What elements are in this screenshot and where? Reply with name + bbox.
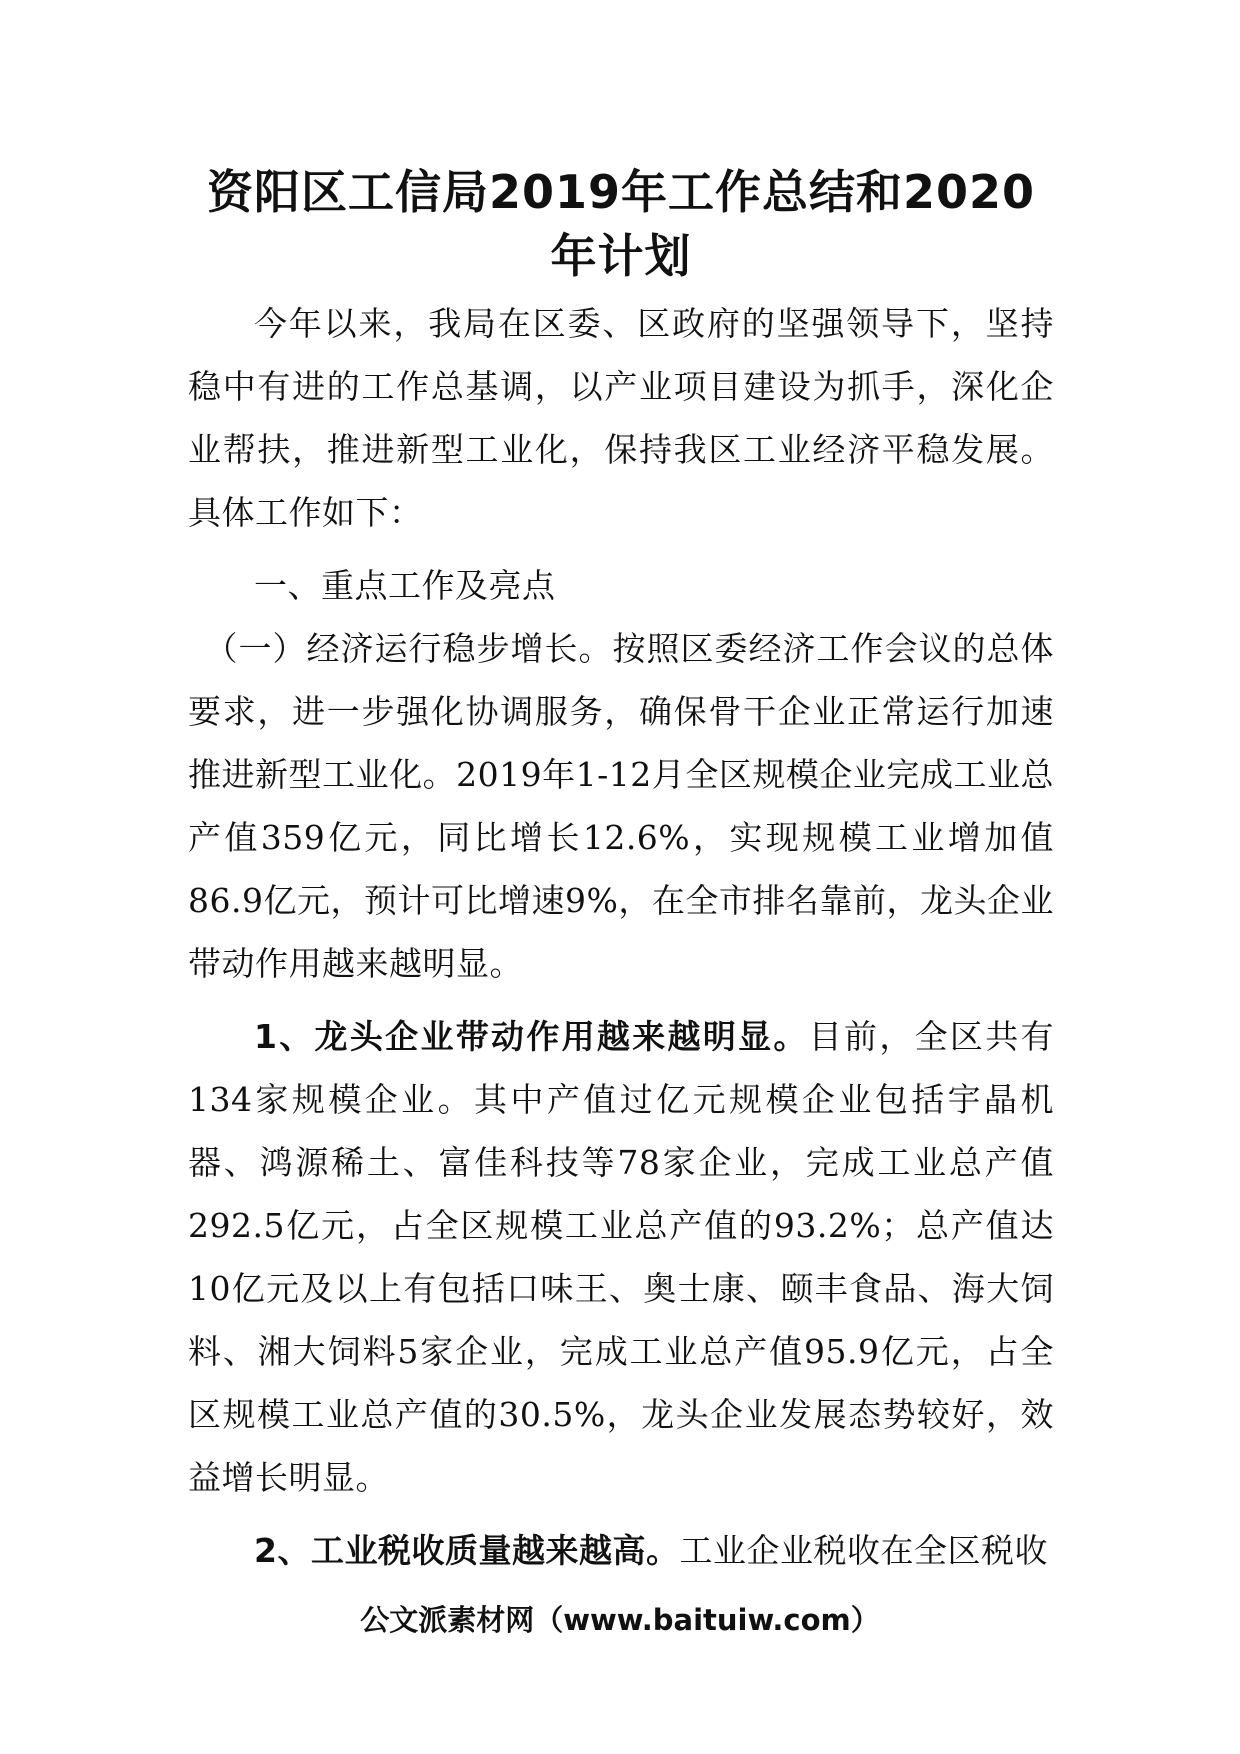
document-title: 资阳区工信局2019年工作总结和2020年计划 [206, 165, 1036, 283]
point-one-lead: 1、龙头企业带动作用越来越明显。 [254, 1017, 809, 1056]
document-page [188, 160, 1054, 1582]
point-two-body: 工业企业税收在全区税收 [679, 1531, 1048, 1570]
economy-paragraph: （一）经济运行稳步增长。按照区委经济工作会议的总体要求，进一步强化协调服务，确保骨干企业正常运行加速推进新型工业化。2019年1-12月全区规模企业完成工业总产值359亿元，同比增长12.6%，实现规模工业增加值86.9亿元，预计可比增速9%，在全市排名靠前，龙头企业带动作用越来越明显。 [188, 629, 1054, 983]
section-heading: 一、重点工作及亮点 [254, 566, 556, 605]
point-one-paragraph [188, 1005, 1054, 1509]
point-one-body: 目前，全区共有134家规模企业。其中产值过亿元规模企业包括宇晶机器、鸿源稀土、富佳科技等78家企业，完成工业总产值292.5亿元，占全区规模工业总产值的93.2%；总产值达10亿元及以上有包括口味王、奥士康、颐丰食品、海大饲料、湘大饲料5家企业，完成工业总产值95.9亿元，占全区规模工业总产值的30.5%，龙头企业发展态势较好，效益增长明显。 [188, 1017, 1054, 1497]
intro-paragraph: 今年以来，我局在区委、区政府的坚强领导下，坚持稳中有进的工作总基调，以产业项目建设为抓手，深化企业帮扶，推进新型工业化，保持我区工业经济平稳发展。具体工作如下： [188, 304, 1054, 532]
point-two-paragraph [188, 1519, 1054, 1582]
point-two-lead: 2、工业税收质量越来越高。 [254, 1531, 680, 1570]
footer-watermark: 公文派素材网（www.baituiw.com） [360, 1603, 880, 1637]
